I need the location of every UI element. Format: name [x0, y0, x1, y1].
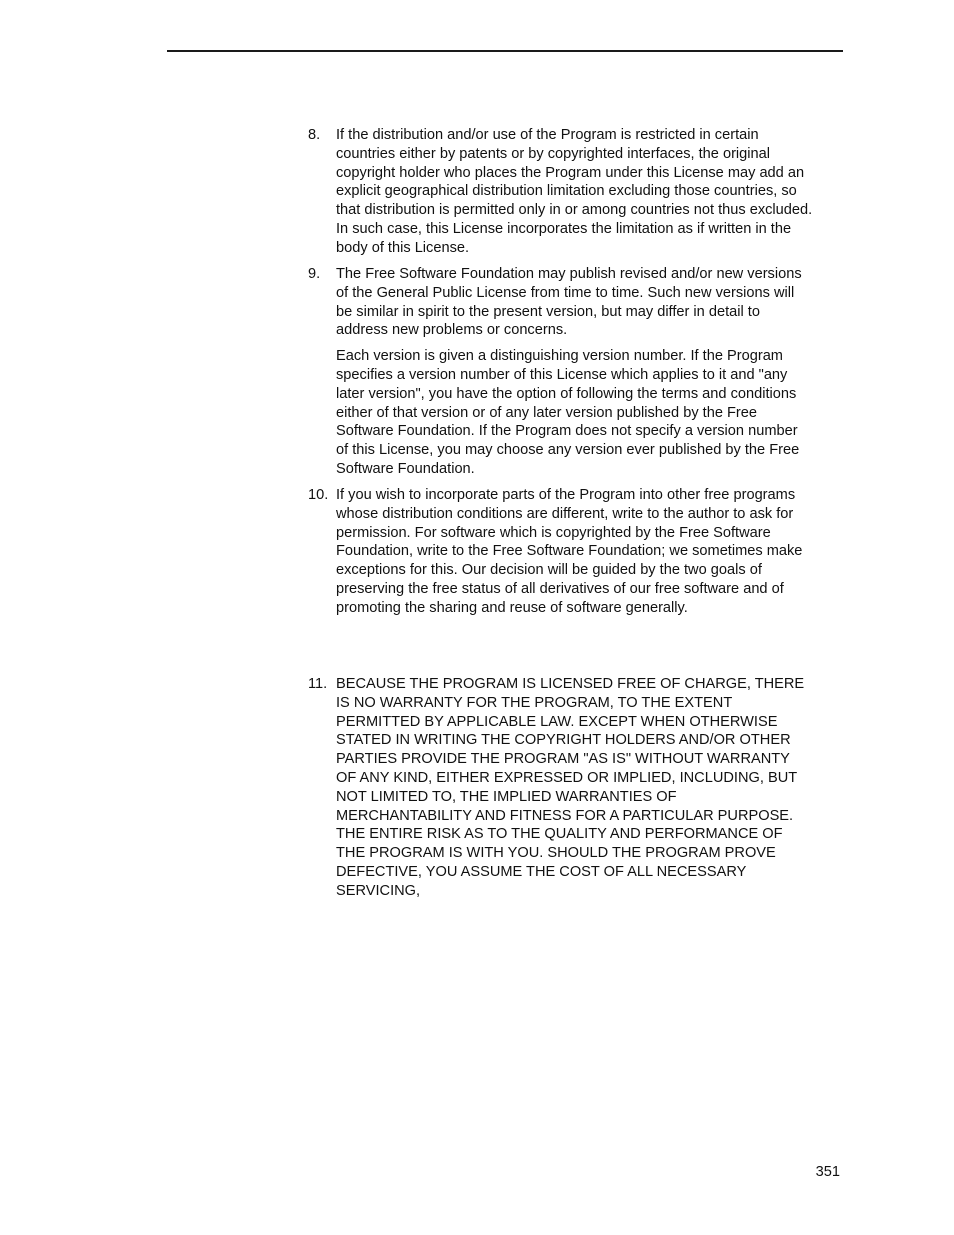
item-paragraph: BECAUSE THE PROGRAM IS LICENSED FREE OF CHARGE, THERE IS NO WARRANTY FOR THE PROGRAM, TO THE EXTENT PERMITTED BY APPLICABLE LAW. EXCEPT WHEN OTHERWISE STATED IN WRITING THE COPYRIGHT HOLDERS AND/OR OTHER PARTIES PROVIDE THE PROGRAM "AS IS" WITHOUT WARRANTY OF ANY KIND, EITHER EXPRESSED OR IMPLIED, INCLUDING, BUT NOT LIMITED TO, THE IMPLIED WARRANTIES OF MERCHANTABILITY AND FITNESS FOR A PARTICULAR PURPOSE. THE ENTIRE RISK AS TO THE QUALITY AND PERFORMANCE OF THE PROGRAM IS WITH YOU. SHOULD THE PROGRAM PROVE DEFECTIVE, YOU ASSUME THE COST OF ALL NECESSARY SERVICING,	[336, 676, 805, 899]
item-number: 8.	[308, 127, 321, 143]
item-number: 9.	[308, 266, 321, 282]
item-paragraph: If the distribution and/or use of the Program is restricted in certain countries either by patents or by copyrighted interfaces, the original copyright holder who places the Program under this License may add an explicit geographical distribution limitation excluding those countries, so that distribution is permitted only in or among countries not thus excluded. In such case, this License incorporates the limitation as if written in the body of this License.	[336, 127, 813, 256]
item-paragraph: The Free Software Foundation may publish revised and/or new versions of the General Public License from time to time. Such new versions will be similar in spirit to the present version, but may differ in detail to address new problems or concerns.	[336, 266, 802, 339]
item-paragraph: If you wish to incorporate parts of the Program into other free programs whose distribution conditions are different, write to the author to ask for permission. For software which is copyrighted by the Free Software Foundation, write to the Free Software Foundation; we sometimes make exceptions for this. Our decision will be guided by the two goals of preserving the free status of all derivatives of our free software and of promoting the sharing and reuse of software generally.	[336, 487, 803, 616]
license-item-9	[308, 265, 848, 479]
license-item-10	[308, 486, 848, 618]
item-number: 11.	[308, 676, 328, 692]
item-number: 10.	[308, 487, 329, 503]
page-number: 351	[815, 1164, 840, 1180]
license-item-11	[308, 675, 848, 901]
item-paragraph: Each version is given a distinguishing version number. If the Program specifies a version number of this License which applies to it and "any later version", you have the option of following the terms and conditions either of that version or of any later version published by the Free Software Foundation. If the Program does not specify a version number of this License, you may choose any version ever published by the Free Software Foundation.	[336, 348, 800, 477]
license-item-8	[308, 126, 848, 258]
header-rule	[167, 50, 843, 52]
